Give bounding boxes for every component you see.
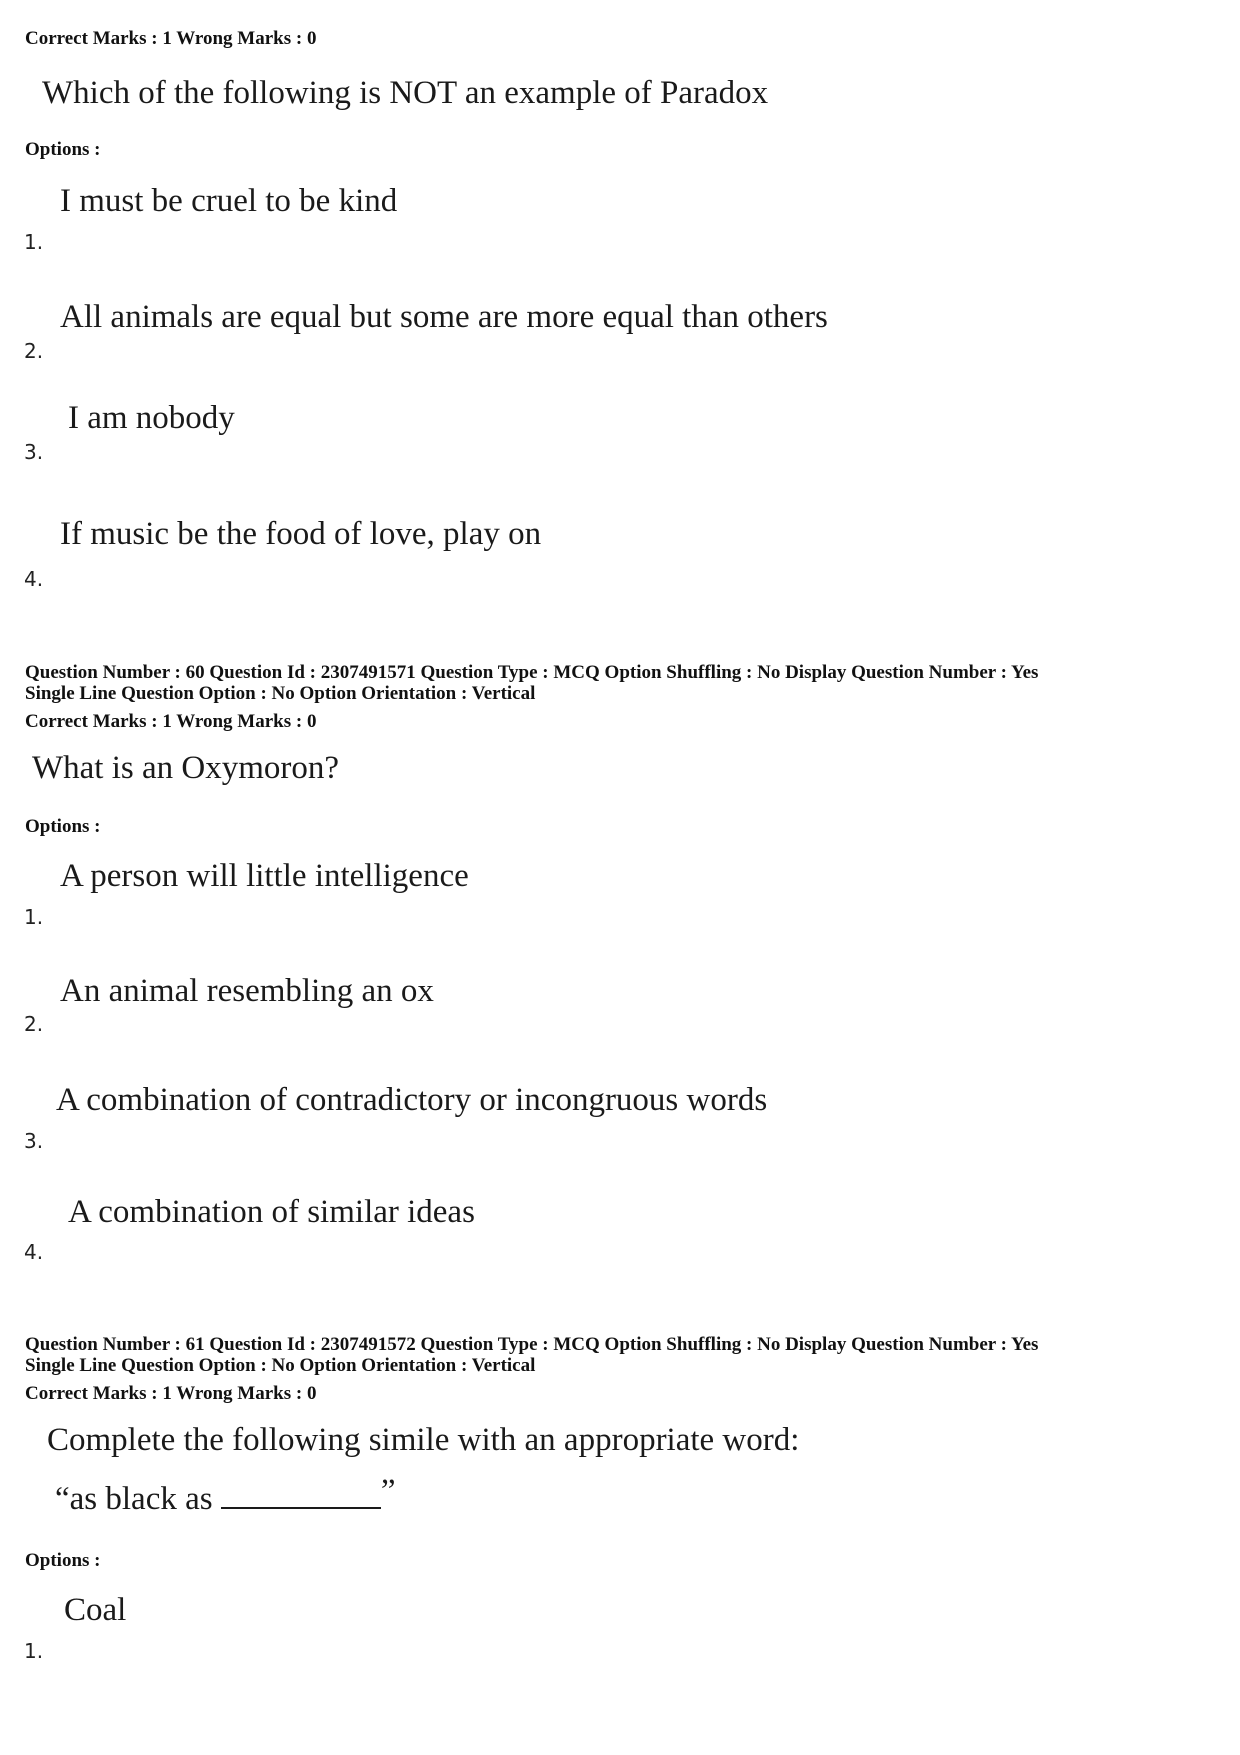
q61-blank-line: [221, 1479, 381, 1509]
q61-simile-open: “as black as: [55, 1481, 221, 1517]
q59-marks: Correct Marks : 1 Wrong Marks : 0: [25, 28, 317, 49]
q59-option-4-number: 4.: [24, 567, 44, 591]
q61-marks: Correct Marks : 1 Wrong Marks : 0: [25, 1383, 317, 1404]
q59-option-1-number: 1.: [24, 230, 44, 254]
q60-option-2-text: An animal resembling an ox: [60, 973, 434, 1009]
q60-marks: Correct Marks : 1 Wrong Marks : 0: [25, 711, 317, 732]
q59-question-text: Which of the following is NOT an example of Paradox: [42, 75, 769, 111]
q60-option-1-text: A person will little intelligence: [60, 858, 469, 894]
q59-options-label: Options :: [25, 139, 101, 160]
q60-option-4-text: A combination of similar ideas: [68, 1194, 475, 1230]
q59-option-1-text: I must be cruel to be kind: [60, 183, 398, 219]
q61-options-label: Options :: [25, 1550, 101, 1571]
q61-simile-close: ”: [380, 1473, 396, 1509]
q60-option-4-number: 4.: [24, 1240, 44, 1264]
q60-header-line-2: Single Line Question Option : No Option Orientation : Vertical: [25, 683, 536, 704]
q59-option-2-number: 2.: [24, 339, 44, 363]
q59-option-3-text: I am nobody: [68, 400, 235, 436]
q59-option-4-text: If music be the food of love, play on: [60, 516, 542, 552]
q60-option-3-text: A combination of contradictory or incongruous words: [56, 1082, 768, 1118]
q61-question-text: Complete the following simile with an appropriate word:: [47, 1422, 800, 1458]
q59-option-2-text: All animals are equal but some are more equal than others: [60, 299, 828, 335]
q60-options-label: Options :: [25, 816, 101, 837]
q61-header-line-2: Single Line Question Option : No Option Orientation : Vertical: [25, 1355, 536, 1376]
q61-option-1-text: Coal: [64, 1592, 127, 1628]
q60-option-3-number: 3.: [24, 1129, 44, 1153]
q61-header-line-1: Question Number : 61 Question Id : 2307491572 Question Type : MCQ Option Shuffling : No Display Question Number : Yes: [25, 1334, 1039, 1355]
q60-header-line-1: Question Number : 60 Question Id : 2307491571 Question Type : MCQ Option Shuffling : No Display Question Number : Yes: [25, 662, 1039, 683]
q60-option-1-number: 1.: [24, 905, 44, 929]
q61-option-1-number: 1.: [24, 1639, 44, 1663]
q60-option-2-number: 2.: [24, 1012, 44, 1036]
q59-option-3-number: 3.: [24, 440, 44, 464]
q61-simile-line: [55, 1473, 396, 1519]
q60-question-text: What is an Oxymoron?: [32, 750, 340, 786]
